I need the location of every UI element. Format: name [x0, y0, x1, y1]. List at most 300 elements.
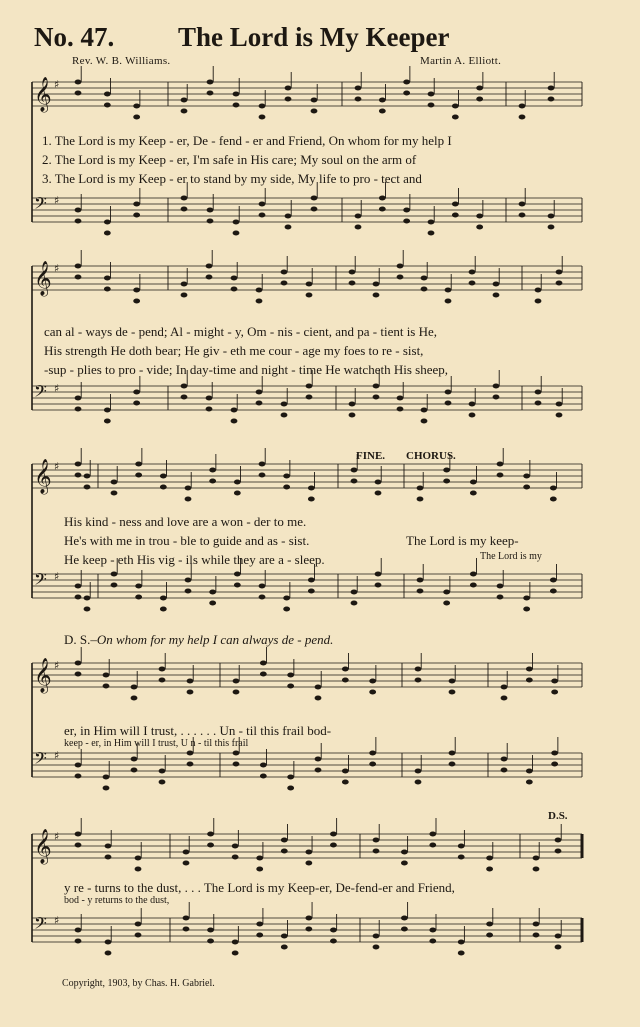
note-head	[75, 473, 82, 478]
note-head	[452, 202, 459, 207]
note-head	[233, 92, 240, 97]
note-head	[260, 763, 267, 768]
note-head	[75, 928, 82, 933]
note-head	[75, 275, 82, 280]
note-head	[526, 678, 533, 683]
note-head	[373, 838, 380, 843]
note-head	[497, 595, 504, 600]
note-head	[259, 202, 266, 207]
note-head	[308, 486, 315, 491]
note-head	[287, 786, 294, 791]
note-head	[556, 402, 563, 407]
note-head	[305, 850, 312, 855]
note-head	[315, 696, 322, 701]
note-head	[160, 596, 167, 601]
note-head	[207, 219, 214, 224]
note-head	[287, 775, 294, 780]
note-head	[233, 231, 240, 236]
note-head	[209, 468, 216, 473]
note-head	[256, 390, 263, 395]
sharp-key-icon: ♯	[54, 570, 60, 583]
note-head	[256, 933, 263, 938]
note-head	[551, 679, 558, 684]
note-head	[355, 86, 362, 91]
note-head	[417, 589, 424, 594]
note-head	[403, 219, 410, 224]
note-head	[159, 780, 166, 785]
note-head	[131, 768, 138, 773]
bass-clef-icon: 𝄢	[34, 913, 47, 937]
note-head	[519, 115, 526, 120]
note-head	[181, 282, 188, 287]
note-head	[209, 601, 216, 606]
note-head	[415, 678, 422, 683]
note-head	[550, 578, 557, 583]
note-head	[429, 832, 436, 837]
note-head	[476, 214, 483, 219]
note-head	[105, 951, 112, 956]
note-head	[131, 685, 138, 690]
note-head	[497, 462, 504, 467]
note-head	[75, 584, 82, 589]
note-head	[373, 395, 380, 400]
note-head	[75, 763, 82, 768]
note-head	[233, 220, 240, 225]
note-head	[415, 667, 422, 672]
note-head	[105, 855, 112, 860]
treble-clef-icon: 𝄞	[34, 261, 52, 296]
note-head	[452, 213, 459, 218]
note-head	[397, 264, 404, 269]
note-head	[234, 491, 241, 496]
note-head	[375, 572, 382, 577]
note-head	[259, 213, 266, 218]
note-head	[445, 390, 452, 395]
sharp-key-icon: ♯	[54, 914, 60, 927]
note-head	[256, 922, 263, 927]
note-head	[231, 287, 238, 292]
note-head	[135, 856, 142, 861]
note-head	[281, 270, 288, 275]
note-head	[397, 407, 404, 412]
system-1-verse-1: 1. The Lord is my Keep - er, De - fend - er and Friend, On whom for my help I	[42, 133, 452, 148]
note-head	[308, 578, 315, 583]
note-head	[556, 281, 563, 286]
note-head	[342, 678, 349, 683]
note-head	[260, 672, 267, 677]
note-head	[429, 939, 436, 944]
note-head	[526, 769, 533, 774]
note-head	[533, 922, 540, 927]
system-2-verse-3: -sup - plies to pro - vide; In day-time and night - time He watcheth His sheep,	[44, 362, 448, 377]
note-head	[131, 696, 138, 701]
note-head	[379, 207, 386, 212]
note-head	[551, 690, 558, 695]
note-head	[311, 109, 318, 114]
note-head	[103, 684, 110, 689]
bass-clef-icon: 𝄢	[34, 381, 47, 405]
note-head	[259, 462, 266, 467]
note-head	[535, 401, 542, 406]
note-head	[449, 762, 456, 767]
system-2-verse-1: can al - ways de - pend; Al - might - y, Om - nis - cient, and pa - tient is He,	[44, 324, 438, 339]
note-head	[342, 780, 349, 785]
note-head	[103, 673, 110, 678]
note-head	[84, 607, 91, 612]
note-head	[330, 843, 337, 848]
note-head	[181, 395, 188, 400]
note-head	[550, 486, 557, 491]
note-head	[206, 264, 213, 269]
note-head	[259, 595, 266, 600]
note-head	[207, 928, 214, 933]
note-head	[421, 287, 428, 292]
note-head	[421, 408, 428, 413]
note-head	[397, 396, 404, 401]
note-head	[233, 751, 240, 756]
note-head	[369, 751, 376, 756]
note-head	[256, 856, 263, 861]
note-head	[159, 678, 166, 683]
note-head	[133, 213, 140, 218]
note-head	[183, 916, 190, 921]
note-head	[135, 867, 142, 872]
note-head	[458, 951, 465, 956]
note-head	[373, 945, 380, 950]
note-head	[111, 583, 118, 588]
note-head	[185, 497, 192, 502]
note-head	[428, 220, 435, 225]
note-head	[501, 696, 508, 701]
note-head	[283, 596, 290, 601]
note-head	[373, 849, 380, 854]
note-head	[526, 667, 533, 672]
note-head	[469, 402, 476, 407]
note-head	[159, 769, 166, 774]
system-2-verse-2: His strength He doth bear; He giv - eth me cour - age my foes to re - sist,	[44, 343, 424, 358]
note-head	[555, 849, 562, 854]
note-head	[375, 491, 382, 496]
note-head	[533, 867, 540, 872]
note-head	[351, 601, 358, 606]
note-head	[75, 672, 82, 677]
note-head	[533, 856, 540, 861]
treble-clef-icon: 𝄞	[34, 658, 52, 693]
note-head	[75, 595, 82, 600]
note-head	[133, 288, 140, 293]
note-head	[330, 928, 337, 933]
note-head	[458, 940, 465, 945]
note-head	[428, 103, 435, 108]
system-3-verse-3: He keep - eth His vig - ils while they are a - sleep.	[64, 552, 325, 567]
note-head	[306, 282, 313, 287]
note-head	[315, 757, 322, 762]
note-head	[233, 103, 240, 108]
note-head	[421, 276, 428, 281]
note-head	[401, 927, 408, 932]
bass-lead-lyric: The Lord is my	[480, 551, 542, 562]
note-head	[187, 751, 194, 756]
note-head	[493, 395, 500, 400]
note-head	[445, 401, 452, 406]
hymn-title: The Lord is My Keeper	[178, 22, 450, 52]
sharp-key-icon: ♯	[54, 749, 60, 762]
system-1-verse-3: 3. The Lord is my Keep - er to stand by my side, My life to pro - tect and	[42, 171, 422, 186]
note-head	[234, 572, 241, 577]
note-head	[373, 934, 380, 939]
note-head	[315, 685, 322, 690]
note-head	[181, 98, 188, 103]
note-head	[535, 390, 542, 395]
note-head	[232, 940, 239, 945]
note-head	[207, 91, 214, 96]
note-head	[373, 293, 380, 298]
bass-clef-icon: 𝄢	[34, 748, 47, 772]
note-head	[84, 596, 91, 601]
note-head	[281, 934, 288, 939]
note-head	[535, 299, 542, 304]
note-head	[207, 80, 214, 85]
note-head	[449, 679, 456, 684]
note-head	[519, 104, 526, 109]
note-head	[183, 850, 190, 855]
note-head	[75, 939, 82, 944]
note-head	[84, 485, 91, 490]
note-head	[75, 832, 82, 837]
note-head	[232, 855, 239, 860]
note-head	[234, 480, 241, 485]
note-head	[555, 838, 562, 843]
note-head	[523, 596, 530, 601]
note-head	[104, 287, 111, 292]
note-head	[75, 264, 82, 269]
note-head	[104, 220, 111, 225]
note-head	[105, 940, 112, 945]
note-head	[369, 762, 376, 767]
note-head	[207, 939, 214, 944]
note-head	[443, 479, 450, 484]
note-head	[183, 861, 190, 866]
note-head	[160, 474, 167, 479]
note-head	[133, 104, 140, 109]
composer-credit: Martin A. Elliott.	[420, 55, 502, 67]
note-head	[285, 97, 292, 102]
note-head	[311, 196, 318, 201]
note-head	[75, 208, 82, 213]
note-head	[75, 843, 82, 848]
note-head	[305, 927, 312, 932]
note-head	[135, 922, 142, 927]
system-3-verse-1: His kind - ness and love are a won - der to me.	[64, 514, 307, 529]
system-4-bass-lyric: keep - er, in Him will I trust, U n - til this frail	[64, 738, 249, 749]
note-head	[209, 590, 216, 595]
note-head	[469, 270, 476, 275]
note-head	[207, 843, 214, 848]
note-head	[429, 928, 436, 933]
note-head	[233, 690, 240, 695]
note-head	[555, 934, 562, 939]
ds-instruction	[64, 632, 333, 648]
note-head	[206, 275, 213, 280]
note-head	[281, 945, 288, 950]
note-head	[342, 769, 349, 774]
note-head	[497, 584, 504, 589]
note-head	[283, 485, 290, 490]
note-head	[104, 103, 111, 108]
sharp-key-icon: ♯	[54, 382, 60, 395]
note-head	[548, 86, 555, 91]
note-head	[135, 933, 142, 938]
note-head	[207, 208, 214, 213]
note-head	[181, 196, 188, 201]
note-head	[259, 115, 266, 120]
note-head	[187, 690, 194, 695]
note-head	[256, 288, 263, 293]
note-head	[421, 419, 428, 424]
note-head	[351, 479, 358, 484]
note-head	[523, 485, 530, 490]
note-head	[556, 270, 563, 275]
note-head	[185, 589, 192, 594]
note-head	[443, 601, 450, 606]
note-head	[260, 661, 267, 666]
note-head	[234, 583, 241, 588]
note-head	[187, 762, 194, 767]
note-head	[486, 933, 493, 938]
note-head	[417, 486, 424, 491]
note-head	[256, 299, 263, 304]
note-head	[311, 98, 318, 103]
note-head	[104, 276, 111, 281]
note-head	[185, 486, 192, 491]
note-head	[470, 491, 477, 496]
note-head	[355, 214, 362, 219]
note-head	[476, 86, 483, 91]
note-head	[550, 589, 557, 594]
note-head	[306, 395, 313, 400]
note-head	[351, 590, 358, 595]
note-head	[281, 413, 288, 418]
note-head	[417, 578, 424, 583]
treble-clef-icon: 𝄞	[34, 77, 52, 112]
note-head	[104, 231, 111, 236]
note-head	[181, 109, 188, 114]
note-head	[104, 408, 111, 413]
chorus-label: CHORUS.	[406, 450, 456, 462]
note-head	[415, 769, 422, 774]
note-head	[287, 673, 294, 678]
note-head	[486, 922, 493, 927]
note-head	[105, 844, 112, 849]
treble-clef-icon: 𝄞	[34, 459, 52, 494]
note-head	[535, 288, 542, 293]
bass-clef-icon: 𝄢	[34, 569, 47, 593]
note-head	[443, 590, 450, 595]
note-head	[111, 480, 118, 485]
note-head	[397, 275, 404, 280]
fine-label: FINE.	[356, 450, 386, 462]
note-head	[232, 844, 239, 849]
note-head	[349, 413, 356, 418]
note-head	[285, 214, 292, 219]
note-head	[449, 751, 456, 756]
note-head	[351, 468, 358, 473]
note-head	[75, 219, 82, 224]
note-head	[349, 270, 356, 275]
sharp-key-icon: ♯	[54, 460, 60, 473]
note-head	[533, 933, 540, 938]
note-head	[283, 607, 290, 612]
note-head	[306, 293, 313, 298]
note-head	[308, 497, 315, 502]
note-head	[497, 473, 504, 478]
note-head	[417, 497, 424, 502]
note-head	[259, 584, 266, 589]
note-head	[493, 384, 500, 389]
note-head	[135, 462, 142, 467]
note-head	[281, 281, 288, 286]
note-head	[131, 757, 138, 762]
note-head	[501, 757, 508, 762]
note-head	[305, 916, 312, 921]
note-head	[256, 401, 263, 406]
note-head	[181, 384, 188, 389]
note-head	[231, 276, 238, 281]
note-head	[493, 293, 500, 298]
note-head	[160, 485, 167, 490]
note-head	[181, 207, 188, 212]
note-head	[256, 867, 263, 872]
author-credit: Rev. W. B. Williams.	[72, 55, 171, 67]
note-head	[111, 491, 118, 496]
note-head	[428, 231, 435, 236]
note-head	[551, 751, 558, 756]
note-head	[287, 684, 294, 689]
treble-clef-icon: 𝄞	[34, 829, 52, 864]
note-head	[330, 939, 337, 944]
note-head	[185, 578, 192, 583]
note-head	[519, 202, 526, 207]
note-head	[443, 468, 450, 473]
note-head	[259, 473, 266, 478]
note-head	[330, 832, 337, 837]
sharp-key-icon: ♯	[54, 78, 60, 91]
note-head	[285, 86, 292, 91]
note-head	[181, 293, 188, 298]
note-head	[75, 661, 82, 666]
note-head	[349, 402, 356, 407]
note-head	[206, 407, 213, 412]
note-head	[135, 595, 142, 600]
note-head	[160, 607, 167, 612]
note-head	[349, 281, 356, 286]
note-head	[133, 202, 140, 207]
note-head	[548, 214, 555, 219]
system-5-lyric: y re - turns to the dust, . . . The Lord is my Keep-er, De-fend-er and Friend,	[64, 880, 455, 895]
note-head	[135, 584, 142, 589]
note-head	[232, 951, 239, 956]
note-head	[233, 679, 240, 684]
note-head	[369, 679, 376, 684]
copyright-notice: Copyright, 1903, by Chas. H. Gabriel.	[62, 978, 215, 989]
note-head	[403, 91, 410, 96]
note-head	[449, 690, 456, 695]
note-head	[231, 419, 238, 424]
system-1-verse-2: 2. The Lord is my Keep - er, I'm safe in His care; My soul on the arm of	[42, 152, 417, 167]
system-4-lyric: er, in Him will I trust, . . . . . . Un - til this frail bod-	[64, 723, 332, 738]
note-head	[104, 92, 111, 97]
bass-clef-icon: 𝄢	[34, 193, 47, 217]
